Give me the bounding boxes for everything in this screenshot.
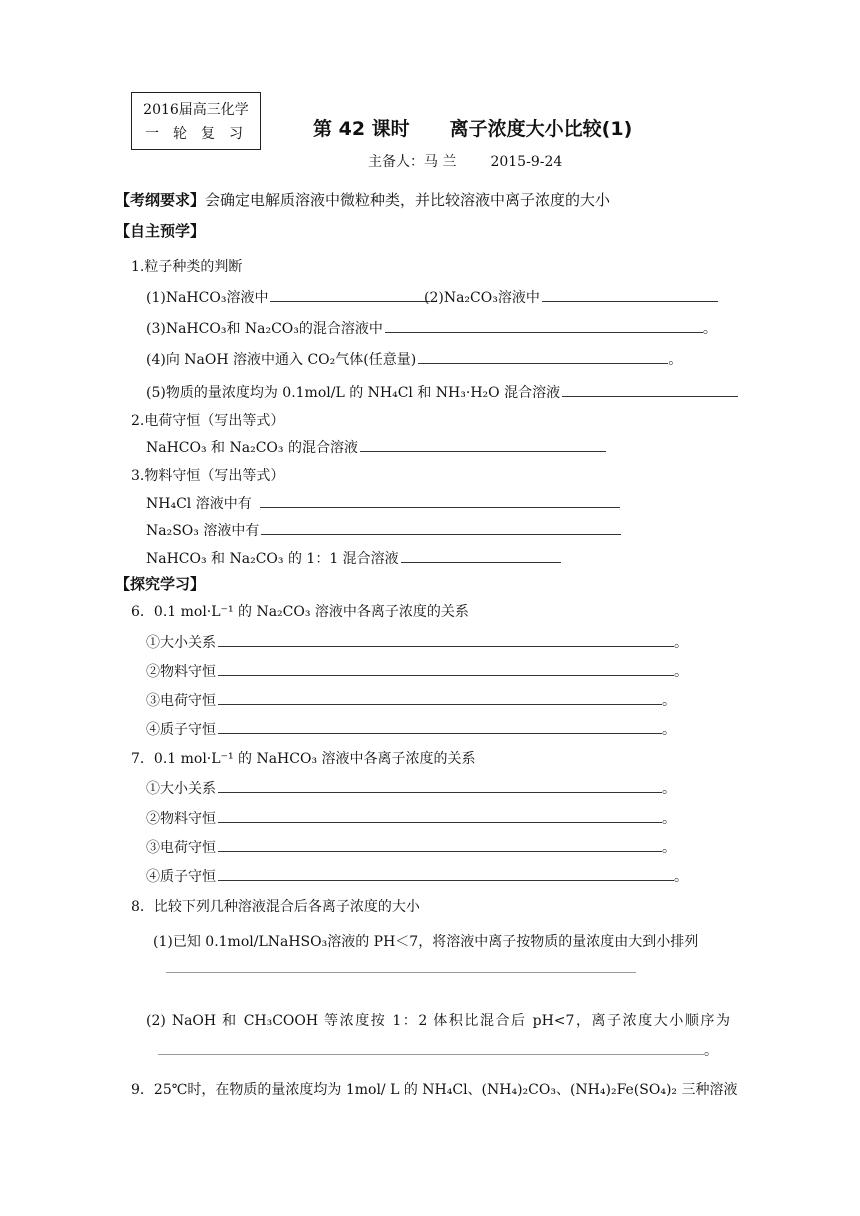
item-label: ③电荷守恒 [146,840,216,856]
lesson-topic: 离子浓度大小比较(1) [449,118,633,140]
date: 2015-9-24 [490,154,563,170]
q6-charge [146,690,676,710]
answer-blank[interactable] [562,395,738,397]
q7-size [146,778,676,798]
q2-1 [146,437,606,457]
q1-1-label: (1)NaHCO₃溶液中 [146,290,269,306]
answer-blank[interactable] [218,732,662,734]
q3-3 [146,548,561,568]
period: 。 [674,869,688,885]
requirement-label: 【考纲要求】 [115,191,206,209]
q7-material [146,808,676,828]
course-label-line2: 一轮复习 [145,126,257,142]
answer-blank[interactable] [260,506,620,508]
item-label: ①大小关系 [146,635,216,651]
period: 。 [674,664,688,680]
answer-blank[interactable] [385,331,703,333]
answer-blank[interactable] [401,561,561,563]
explore-heading: 【探究学习】 [115,575,206,593]
item-label: ③电荷守恒 [146,693,216,709]
q9: 9．25℃时，在物质的量浓度均为 1mol/ L 的 NH₄Cl、(NH₄)₂CO₃、(NH₄)₂Fe(SO₄)₂ 三种溶液 [131,1082,738,1098]
course-label-box [131,92,261,150]
q3-2-label: Na₂SO₃ 溶液中有 [146,523,260,539]
answer-blank[interactable] [360,450,606,452]
item-label: ④质子守恒 [146,869,216,885]
item-label: ②物料守恒 [146,664,216,680]
item-label: ④质子守恒 [146,722,216,738]
answer-blank[interactable] [270,300,430,302]
q3-title: 3.物料守恒（写出等式） [131,468,285,484]
period: 。 [662,693,676,709]
answer-blank[interactable] [542,300,718,302]
q3-1 [146,493,620,513]
requirement-line [115,189,610,210]
q3-2 [146,520,621,540]
q7-title: 7．0.1 mol·L⁻¹ 的 NaHCO₃ 溶液中各离子浓度的关系 [131,751,476,767]
q1-2 [424,287,718,307]
period: 。 [674,635,688,651]
q1-5-label: (5)物质的量浓度均为 0.1mol/L 的 NH₄Cl 和 NH₃·H₂O 混合溶液 [146,385,561,401]
q7-proton [146,866,688,886]
q1-5 [146,382,738,402]
item-label: ②物料守恒 [146,811,216,827]
period: 。 [702,321,717,337]
q1-2-label: (2)Na₂CO₃溶液中 [424,290,540,306]
q2-1-label: NaHCO₃ 和 Na₂CO₃ 的混合溶液 [146,440,358,456]
period: 。 [662,722,676,738]
q6-size [146,632,688,652]
answer-blank[interactable] [166,972,636,973]
period: 。 [662,781,676,797]
answer-blank[interactable] [218,674,674,676]
q3-3-label: NaHCO₃ 和 Na₂CO₃ 的 1：1 混合溶液 [146,551,399,567]
q6-material [146,661,688,681]
q6-title: 6．0.1 mol·L⁻¹ 的 Na₂CO₃ 溶液中各离子浓度的关系 [131,604,469,620]
answer-blank[interactable] [158,1053,704,1055]
q3-1-label: NH₄Cl 溶液中有 [146,496,252,512]
requirement-text: 会确定电解质溶液中微粒种类，并比较溶液中离子浓度的大小 [205,191,611,209]
q1-title: 1.粒子种类的判断 [131,259,243,275]
preparer-line [368,151,562,171]
preparer: 主备人：马 兰 [368,154,457,170]
answer-blank[interactable] [218,879,674,881]
q2-title: 2.电荷守恒（写出等式） [131,413,285,429]
q6-proton [146,719,676,739]
preview-heading: 【自主预学】 [115,222,206,240]
q8-title: 8．比较下列几种溶液混合后各离子浓度的大小 [131,899,420,915]
answer-blank[interactable] [218,791,662,793]
answer-blank[interactable] [218,645,674,647]
q7-charge [146,837,676,857]
period: 。 [704,1043,718,1059]
answer-blank[interactable] [218,821,662,823]
period: 。 [662,840,676,856]
lesson-number: 第 42 课时 [313,118,410,140]
q8-2-answer [156,1040,718,1060]
period: 。 [662,811,676,827]
q1-3 [146,318,717,338]
answer-blank[interactable] [218,850,662,852]
page-title [313,114,632,141]
q8-1: (1)已知 0.1mol/LNaHSO₃溶液的 PH＜7，将溶液中离子按物质的量浓度由大到小排列 [153,934,699,950]
item-label: ①大小关系 [146,781,216,797]
q1-1 [146,287,430,307]
course-label-line1: 2016届高三化学 [143,102,249,118]
answer-blank[interactable] [418,362,668,364]
q1-3-label: (3)NaHCO₃和 Na₂CO₃的混合溶液中 [146,321,383,337]
q8-2: (2) NaOH 和 CH₃COOH 等浓度按 1：2 体积比混合后 pH<7，离子浓度大小顺序为 [146,1013,730,1029]
answer-blank[interactable] [218,703,662,705]
answer-blank[interactable] [261,533,621,535]
period: 。 [668,352,683,368]
q1-4 [146,349,682,369]
q1-4-label: (4)向 NaOH 溶液中通入 CO₂气体(任意量) [146,352,417,368]
